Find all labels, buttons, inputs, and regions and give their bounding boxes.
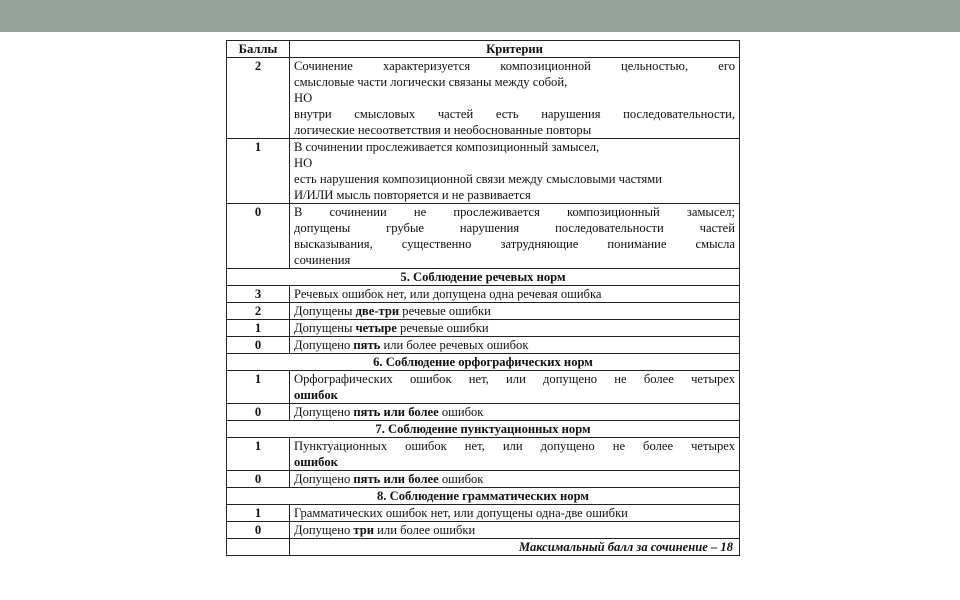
criteria-line: НО [294,156,313,170]
criteria-emphasis: пять [353,338,381,352]
table-row [227,505,740,522]
table-row [227,303,740,320]
section-row [227,354,740,371]
section-title: 6. Соблюдение орфографических норм [227,354,740,371]
criteria-cell [290,204,740,269]
score-cell: 3 [227,286,290,303]
table-row [227,371,740,404]
table-row [227,204,740,269]
criteria-text: или более ошибки [374,523,476,537]
score-cell: 1 [227,371,290,404]
criteria-text: Допущено [294,523,354,537]
criteria-line: логические несоответствия и необоснованные повторы [294,123,592,137]
criteria-line: есть нарушения композиционной связи между смысловыми частями [294,172,662,186]
criteria-text: ошибок [438,405,484,419]
max-score-text: Максимальный балл за сочинение – 18 [290,539,740,556]
criteria-line: Сочинение характеризуется композиционной цельностью, его [294,59,735,73]
table-row [227,139,740,204]
criteria-cell [290,337,740,354]
criteria-line: НО [294,91,313,105]
table-row [227,58,740,139]
criteria-line: ошибок [294,388,338,402]
section-title: 8. Соблюдение грамматических норм [227,488,740,505]
criteria-cell [290,139,740,204]
criteria-text: Допущено [294,338,354,352]
criteria-text: ошибок [438,472,484,486]
section-title: 5. Соблюдение речевых норм [227,269,740,286]
table-row [227,522,740,539]
criteria-table [226,40,740,556]
score-cell: 0 [227,471,290,488]
criteria-emphasis: две-три [355,304,400,318]
criteria-emphasis: пять или более [353,405,439,419]
criteria-line: смысловые части логически связаны между собой, [294,75,568,89]
criteria-text: Допущено [294,405,354,419]
slide-header-band [0,0,960,32]
criteria-cell [290,371,740,404]
criteria-emphasis: три [353,523,375,537]
table-row [227,337,740,354]
criteria-line: высказывания, существенно затрудняющие понимание смысла [294,237,735,251]
criteria-text: речевые ошибки [399,304,491,318]
criteria-text: Допущены [294,304,356,318]
table-row [227,320,740,337]
criteria-line: И/ИЛИ мысль повторяется и не развивается [294,188,531,202]
score-cell: 0 [227,337,290,354]
table-row [227,438,740,471]
criteria-line: Пунктуационных ошибок нет, или допущено не более четырех [294,439,735,453]
score-cell: 0 [227,204,290,269]
score-cell: 0 [227,404,290,421]
criteria-text: речевые ошибки [396,321,489,335]
criteria-cell [290,58,740,139]
total-row [227,539,740,556]
criteria-cell [290,438,740,471]
criteria-line: сочинения [294,253,351,267]
score-cell: 1 [227,320,290,337]
criteria-sheet [226,40,742,580]
table-row [227,404,740,421]
criteria-line: Орфографических ошибок нет, или допущено не более четырех [294,372,735,386]
table-header-row [227,41,740,58]
criteria-cell [290,471,740,488]
score-cell: 2 [227,303,290,320]
table-row [227,286,740,303]
criteria-line: В сочинении не прослеживается композиционный замысел; [294,205,735,219]
section-row [227,269,740,286]
criteria-line: ошибок [294,455,338,469]
criteria-emphasis: четыре [355,321,397,335]
table-row [227,471,740,488]
header-score: Баллы [227,41,290,58]
header-criteria: Критерии [290,41,740,58]
criteria-text: или более речевых ошибок [380,338,529,352]
section-row [227,488,740,505]
criteria-cell: Грамматических ошибок нет, или допущены одна-две ошибки [290,505,740,522]
criteria-cell: Речевых ошибок нет, или допущена одна речевая ошибка [290,286,740,303]
criteria-text: Допущено [294,472,354,486]
score-cell: 0 [227,522,290,539]
criteria-cell [290,320,740,337]
score-cell: 1 [227,438,290,471]
criteria-emphasis: пять или более [353,472,439,486]
score-cell: 1 [227,139,290,204]
score-cell-empty [227,539,290,556]
section-row [227,421,740,438]
criteria-line: В сочинении прослеживается композиционный замысел, [294,140,600,154]
section-title: 7. Соблюдение пунктуационных норм [227,421,740,438]
criteria-cell [290,522,740,539]
criteria-cell [290,303,740,320]
criteria-text: Допущены [294,321,356,335]
criteria-line: допущены грубые нарушения последовательности частей [294,221,735,235]
score-cell: 2 [227,58,290,139]
criteria-cell [290,404,740,421]
criteria-line: внутри смысловых частей есть нарушения последовательности, [294,107,735,121]
score-cell: 1 [227,505,290,522]
